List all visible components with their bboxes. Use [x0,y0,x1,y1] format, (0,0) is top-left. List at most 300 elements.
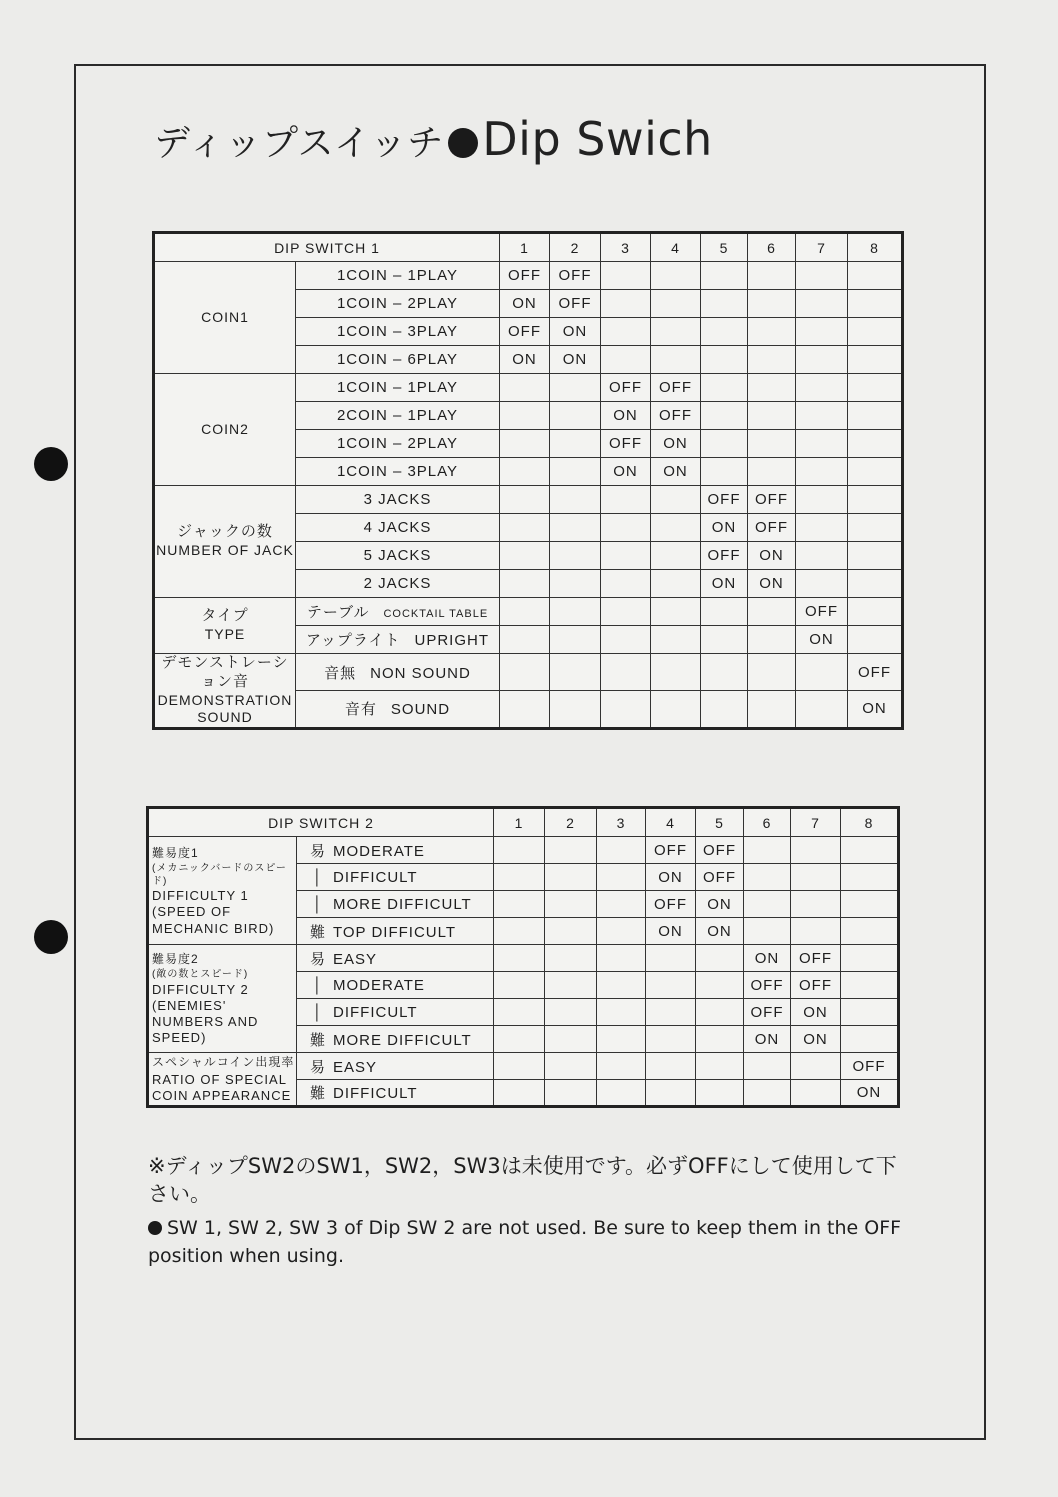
switch-cell-4 [651,486,701,514]
group-label-en: DIFFICULTY 2 (ENEMIES' NUMBERS AND SPEED) [152,981,259,1046]
switch-cell-2 [545,1080,597,1107]
switch-cell-8 [848,458,903,486]
switch-cell-1 [500,402,550,430]
switch-cell-6: OFF [748,514,796,542]
setting-row [154,598,903,626]
group-label-en: TYPE [204,626,246,643]
switch-number-6: 6 [744,808,791,837]
arrow-down-icon: │ [312,895,324,913]
switch-cell-7 [796,318,848,346]
option-label [296,486,500,514]
arrow-down-icon: │ [312,976,324,994]
switch-cell-3 [597,945,646,972]
option-label-en: 1COIN – 6PLAY [336,351,459,368]
page-title [154,112,713,166]
switch-cell-3 [597,1080,646,1107]
switch-cell-1: OFF [500,262,550,290]
switch-cell-4 [651,598,701,626]
switch-cell-2 [545,972,597,999]
switch-number-5: 5 [701,233,748,262]
switch-cell-2 [545,864,597,891]
switch-cell-7 [796,514,848,542]
switch-cell-3 [597,864,646,891]
switch-cell-8 [848,514,903,542]
switch-cell-5 [701,318,748,346]
option-label [296,654,500,691]
switch-cell-5 [701,262,748,290]
switch-cell-3: OFF [601,374,651,402]
option-label-en: NON SOUND [370,664,471,682]
switch-cell-3 [601,654,651,691]
switch-cell-6 [748,430,796,458]
switch-cell-5 [696,999,744,1026]
option-label [296,626,500,654]
option-label-en: 3 JACKS [363,491,432,508]
group-label-sub: (メカニックバードのスピード) [152,863,287,887]
switch-cell-5 [701,691,748,728]
group-label-jp: デモンストレーション音 [161,654,289,690]
option-label [296,598,500,626]
switch-cell-1 [500,514,550,542]
option-label [296,318,500,346]
switch-cell-7 [796,290,848,318]
setting-row [154,262,903,290]
switch-cell-4: OFF [651,374,701,402]
switch-cell-4 [651,542,701,570]
switch-cell-1 [500,626,550,654]
switch-cell-1 [494,864,545,891]
switch-cell-7: ON [796,626,848,654]
difficulty-mark: 易 [309,1058,326,1076]
switch-cell-2 [545,1053,597,1080]
switch-cell-1 [494,1026,545,1053]
switch-cell-8 [848,598,903,626]
switch-number-4: 4 [651,233,701,262]
switch-cell-5: ON [696,918,744,945]
switch-cell-4 [651,346,701,374]
switch-cell-4 [651,290,701,318]
switch-cell-3 [601,598,651,626]
group-label [154,262,296,374]
switch-cell-7: ON [791,1026,841,1053]
switch-cell-8 [841,864,899,891]
switch-cell-5 [701,458,748,486]
setting-row [148,837,899,864]
group-label-sub: (敵の数とスピード) [152,969,249,981]
group-label [154,654,296,729]
switch-cell-3 [597,837,646,864]
switch-cell-2 [545,945,597,972]
switch-cell-6 [748,374,796,402]
difficulty-mark: 易 [309,950,326,968]
switch-cell-8 [848,374,903,402]
switch-cell-2 [550,542,601,570]
switch-cell-2 [545,1026,597,1053]
group-label-en: DEMONSTRATION SOUND [157,691,293,725]
switch-cell-2 [550,691,601,728]
note-english-text: SW 1, SW 2, SW 3 of Dip SW 2 are not used. Be sure to keep them in the OFF position when using. [148,1217,902,1267]
switch-cell-4 [651,570,701,598]
switch-cell-8 [848,346,903,374]
group-label [154,486,296,598]
switch-cell-7 [796,402,848,430]
switch-cell-4 [646,972,696,999]
arrow-down-icon: │ [312,1003,324,1021]
switch-cell-2: ON [550,318,601,346]
switch-cell-7 [791,864,841,891]
switch-cell-6 [748,458,796,486]
switch-number-5: 5 [696,808,744,837]
option-label [297,999,494,1026]
binder-hole-top [34,447,68,481]
switch-cell-7 [796,430,848,458]
group-label-en: RATIO OF SPECIAL COIN APPEARANCE [152,1072,292,1104]
switch-number-8: 8 [841,808,899,837]
switch-cell-3 [597,918,646,945]
switch-cell-8 [848,486,903,514]
switch-cell-3 [601,542,651,570]
switch-cell-4: ON [646,864,696,891]
switch-cell-8 [848,318,903,346]
option-label-en: TOP DIFFICULT [333,923,457,941]
switch-cell-8 [848,542,903,570]
switch-cell-1 [500,570,550,598]
switch-cell-2 [545,891,597,918]
switch-cell-3 [597,972,646,999]
switch-cell-6: ON [744,1026,791,1053]
group-label [154,374,296,486]
switch-cell-7: OFF [796,598,848,626]
switch-cell-2 [550,514,601,542]
switch-cell-4 [651,626,701,654]
switch-cell-4 [651,654,701,691]
option-label-jp: テーブル [306,604,370,621]
switch-cell-1 [500,654,550,691]
switch-cell-3 [601,346,651,374]
switch-cell-6 [744,1080,791,1107]
switch-cell-1 [500,691,550,728]
switch-cell-1 [494,999,545,1026]
switch-cell-7 [796,262,848,290]
switch-cell-8 [848,262,903,290]
switch-number-1: 1 [500,233,550,262]
switch-cell-2 [550,486,601,514]
switch-cell-2 [550,626,601,654]
option-label-en: DIFFICULT [333,1003,418,1021]
group-label-jp: 難易度2 [152,952,199,967]
switch-cell-2 [550,654,601,691]
switch-cell-6 [744,918,791,945]
switch-number-6: 6 [748,233,796,262]
switch-cell-5: OFF [701,542,748,570]
group-label-en: COIN1 [201,308,249,325]
switch-number-2: 2 [545,808,597,837]
option-label-en: MODERATE [333,842,425,860]
difficulty-mark: 易 [309,842,326,860]
group-label-en: NUMBER OF JACK [156,542,294,559]
switch-cell-1 [494,1080,545,1107]
switch-cell-7 [796,654,848,691]
switch-cell-7 [796,458,848,486]
switch-cell-1 [500,374,550,402]
switch-cell-6 [748,402,796,430]
switch-cell-4 [651,514,701,542]
switch-cell-1 [500,458,550,486]
switch-cell-4 [646,945,696,972]
switch-cell-7 [796,570,848,598]
dip-switch-2-table [146,806,900,1108]
switch-cell-4: OFF [646,891,696,918]
option-label-en: MORE DIFFICULT [333,1031,472,1049]
switch-cell-1: ON [500,346,550,374]
switch-cell-7 [796,691,848,728]
option-label [296,290,500,318]
switch-cell-1 [500,598,550,626]
option-label [296,374,500,402]
switch-cell-1 [494,918,545,945]
option-label [296,346,500,374]
difficulty-mark: 難 [309,1031,326,1049]
group-label-jp: スペシャルコイン出現率 [152,1055,295,1070]
option-label-en: 4 JACKS [363,519,432,536]
table-header: DIP SWITCH 2 [148,808,494,837]
group-label [148,837,297,945]
switch-number-2: 2 [550,233,601,262]
switch-cell-5: ON [696,891,744,918]
option-label [297,1080,494,1107]
switch-cell-6: ON [748,570,796,598]
setting-row [148,945,899,972]
switch-cell-6 [748,598,796,626]
switch-cell-5 [701,598,748,626]
group-label [154,598,296,654]
switch-cell-2: OFF [550,290,601,318]
switch-cell-2 [550,374,601,402]
switch-cell-2 [550,402,601,430]
option-label-en: EASY [333,950,378,968]
switch-cell-3 [597,999,646,1026]
switch-cell-2 [545,999,597,1026]
switch-cell-3 [601,626,651,654]
switch-number-4: 4 [646,808,696,837]
switch-cell-5 [701,626,748,654]
switch-cell-3 [597,891,646,918]
option-label-en: 2 JACKS [363,575,432,592]
switch-cell-3: OFF [601,430,651,458]
option-label [296,430,500,458]
switch-cell-3 [601,570,651,598]
setting-row [154,374,903,402]
switch-cell-6: OFF [744,972,791,999]
option-label-jp: 音有 [344,701,377,719]
switch-number-7: 7 [796,233,848,262]
group-label [148,945,297,1053]
switch-cell-8: ON [841,1080,899,1107]
switch-cell-6 [748,346,796,374]
option-label-en: 1COIN – 1PLAY [336,379,459,396]
switch-cell-4: ON [651,430,701,458]
setting-row [148,1053,899,1080]
switch-cell-5: ON [701,570,748,598]
switch-number-1: 1 [494,808,545,837]
option-label-en: MODERATE [333,976,425,994]
switch-cell-5 [701,346,748,374]
option-label [297,945,494,972]
switch-cell-1 [494,972,545,999]
switch-cell-4 [646,999,696,1026]
switch-cell-5 [701,402,748,430]
switch-cell-5: OFF [701,486,748,514]
switch-cell-3: ON [601,402,651,430]
option-label [296,514,500,542]
arrow-down-icon: │ [312,868,324,886]
switch-cell-8: OFF [841,1053,899,1080]
option-label-en: 1COIN – 2PLAY [336,435,459,452]
switch-cell-8 [841,891,899,918]
switch-cell-8: OFF [848,654,903,691]
switch-cell-7 [791,837,841,864]
switch-cell-6: OFF [744,999,791,1026]
switch-cell-1 [500,430,550,458]
switch-cell-8 [841,999,899,1026]
switch-cell-5: OFF [696,837,744,864]
switch-cell-7 [796,486,848,514]
switch-cell-5 [701,290,748,318]
switch-number-3: 3 [597,808,646,837]
switch-cell-7: OFF [791,972,841,999]
note-english [148,1214,908,1270]
option-label-en: 2COIN – 1PLAY [336,407,459,424]
switch-cell-2 [545,918,597,945]
option-label-en: UPRIGHT [414,632,489,649]
option-label [297,864,494,891]
switch-cell-3 [597,1026,646,1053]
bullet-icon [148,1221,162,1235]
switch-cell-6 [744,837,791,864]
switch-cell-4 [651,262,701,290]
switch-cell-5 [696,1080,744,1107]
switch-cell-1 [494,945,545,972]
switch-cell-6: ON [748,542,796,570]
switch-number-8: 8 [848,233,903,262]
switch-cell-8 [848,570,903,598]
switch-cell-1: OFF [500,318,550,346]
switch-cell-2 [545,837,597,864]
group-label [148,1053,297,1107]
switch-number-3: 3 [601,233,651,262]
switch-cell-5 [696,1026,744,1053]
switch-cell-1 [494,837,545,864]
switch-cell-7 [791,1053,841,1080]
option-label-en: 1COIN – 3PLAY [336,463,459,480]
switch-cell-6 [748,290,796,318]
option-label [296,691,500,728]
switch-cell-2 [550,598,601,626]
option-label [296,542,500,570]
switch-cell-8 [848,402,903,430]
switch-cell-7: ON [791,999,841,1026]
switch-cell-5 [701,430,748,458]
difficulty-mark: 難 [309,923,326,941]
group-label-jp: タイプ [201,607,249,625]
group-label-jp: ジャックの数 [177,523,273,541]
switch-cell-4 [646,1080,696,1107]
title-jp: ディップスイッチ [154,123,445,164]
switch-cell-2: ON [550,346,601,374]
switch-cell-6 [744,891,791,918]
switch-cell-4 [651,318,701,346]
option-label [296,402,500,430]
setting-row [154,654,903,691]
switch-cell-7 [796,542,848,570]
switch-cell-1 [494,1053,545,1080]
switch-cell-3 [597,1053,646,1080]
binder-hole-bottom [34,920,68,954]
option-label-en: MORE DIFFICULT [333,895,472,913]
bullet-icon [448,128,478,158]
switch-cell-6 [748,318,796,346]
option-label-en: SOUND [390,701,451,719]
switch-cell-3 [601,486,651,514]
option-label [297,837,494,864]
option-label-en: EASY [333,1058,378,1076]
option-label [297,972,494,999]
switch-cell-4: ON [651,458,701,486]
switch-cell-5 [701,374,748,402]
option-label [296,570,500,598]
switch-cell-5 [696,945,744,972]
title-en: Dip Swich [482,112,713,166]
table-header: DIP SWITCH 1 [154,233,500,262]
switch-cell-5: ON [701,514,748,542]
switch-cell-2 [550,570,601,598]
switch-cell-1 [494,891,545,918]
switch-cell-4: OFF [646,837,696,864]
setting-row [154,486,903,514]
switch-cell-7 [791,918,841,945]
switch-cell-3 [601,262,651,290]
difficulty-mark: 難 [309,1085,326,1102]
switch-cell-6 [744,1053,791,1080]
switch-cell-2: OFF [550,262,601,290]
switch-cell-8: ON [848,691,903,728]
note-japanese: ※ディップSW2のSW1，SW2，SW3は未使用です。必ずOFFにして使用して下さい。 [148,1154,897,1206]
switch-cell-4: ON [646,918,696,945]
switch-cell-5 [701,654,748,691]
option-label-en: DIFFICULT [333,868,418,886]
option-label-en: DIFFICULT [333,1085,418,1102]
switch-cell-1: ON [500,290,550,318]
switch-cell-3 [601,318,651,346]
option-label-en: 1COIN – 1PLAY [336,267,459,284]
option-label-jp: アップライト [305,632,401,649]
switch-cell-6 [744,864,791,891]
option-label [297,918,494,945]
switch-cell-7: OFF [791,945,841,972]
switch-cell-2 [550,458,601,486]
switch-cell-8 [841,918,899,945]
switch-cell-4 [646,1053,696,1080]
group-label-jp: 難易度1 [152,846,199,861]
switch-cell-3 [601,691,651,728]
option-label-en: COCKTAIL TABLE [383,608,489,620]
switch-cell-5 [696,972,744,999]
switch-cell-8 [848,290,903,318]
switch-cell-6 [748,654,796,691]
switch-cell-1 [500,486,550,514]
switch-cell-7 [796,346,848,374]
switch-cell-6 [748,691,796,728]
